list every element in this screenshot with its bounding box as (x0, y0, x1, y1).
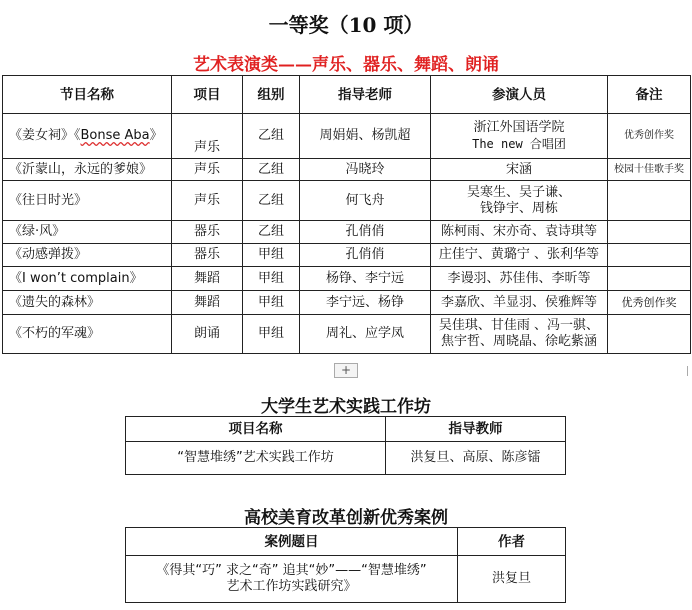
category-cell: 声乐 (172, 114, 243, 159)
performers-cell: 李嘉欣、羊显羽、侯雅辉等 (431, 291, 608, 315)
table-header-row (126, 417, 566, 442)
teacher-cell: 周礼、应学凤 (300, 315, 431, 354)
performers-cell: 陈柯雨、宋亦奇、袁诗琪等 (431, 221, 608, 244)
performers-cell: 李谩羽、苏佳伟、李昕等 (431, 267, 608, 291)
note-cell: 校园十佳歌手奖 (608, 159, 691, 181)
performers-cell: 浙江外国语学院 The new 合唱团 (431, 114, 608, 159)
note-cell (608, 244, 691, 267)
group-cell: 乙组 (243, 181, 300, 221)
table-row (126, 556, 566, 603)
category-cell: 声乐 (172, 181, 243, 221)
header-teacher: 指导老师 (300, 76, 431, 114)
program-name: 《I won’t complain》 (3, 267, 172, 291)
performers-cell: 宋涵 (431, 159, 608, 181)
table-row (3, 181, 691, 221)
add-row-button[interactable]: + (334, 363, 358, 378)
note-cell (608, 267, 691, 291)
workshop-table (125, 416, 566, 475)
header-program: 节目名称 (3, 76, 172, 114)
group-cell: 乙组 (243, 159, 300, 181)
program-name: 《遗失的森林》 (3, 291, 172, 315)
group-cell: 甲组 (243, 244, 300, 267)
category-cell: 器乐 (172, 221, 243, 244)
case-section-title: 高校美育改革创新优秀案例 (244, 508, 448, 528)
program-name: 《绿·风》 (3, 221, 172, 244)
table-header-row (3, 76, 691, 114)
section-subtitle: 艺术表演类——声乐、器乐、舞蹈、朗诵 (193, 55, 499, 75)
page-title: 一等奖（10 项） (268, 13, 424, 37)
table-row (3, 114, 691, 159)
program-name: 《不朽的军魂》 (3, 315, 172, 354)
instructor-cell: 洪复旦、高原、陈彦镭 (386, 442, 566, 475)
table-row (3, 244, 691, 267)
performers-cell: 吴佳琪、甘佳雨 、冯一骐、 焦宇哲、周晓晶、徐屹紫涵 (431, 315, 608, 354)
group-cell: 甲组 (243, 291, 300, 315)
workshop-section-title: 大学生艺术实践工作坊 (261, 397, 431, 417)
table-row (3, 267, 691, 291)
group-cell: 甲组 (243, 267, 300, 291)
header-project-name: 项目名称 (126, 417, 386, 442)
group-cell: 乙组 (243, 221, 300, 244)
category-cell: 器乐 (172, 244, 243, 267)
teacher-cell: 李宁远、杨铮 (300, 291, 431, 315)
category-cell: 声乐 (172, 159, 243, 181)
table-row (3, 221, 691, 244)
program-name: 《往日时光》 (3, 181, 172, 221)
header-note: 备注 (608, 76, 691, 114)
scrollbar[interactable] (687, 366, 692, 376)
program-name: 《姜女祠》《Bonse Aba》 (3, 114, 172, 159)
note-cell: 优秀创作奖 (608, 291, 691, 315)
table-row (3, 159, 691, 181)
program-name: 《动感弹拨》 (3, 244, 172, 267)
program-name: 《沂蒙山，永远的爹娘》 (3, 159, 172, 181)
teacher-cell: 周娟娟、杨凯超 (300, 114, 431, 159)
teacher-cell: 杨铮、李宁远 (300, 267, 431, 291)
author-cell: 洪复旦 (458, 556, 566, 603)
header-performers: 参演人员 (431, 76, 608, 114)
table-row (3, 291, 691, 315)
header-author: 作者 (458, 528, 566, 556)
note-cell (608, 315, 691, 354)
header-case-title: 案例题目 (126, 528, 458, 556)
case-table (125, 527, 566, 603)
table-row (3, 315, 691, 354)
awards-table (2, 75, 691, 354)
case-title-cell: 《得其“巧” 求之“奇” 追其“妙”——“智慧堆绣” 艺术工作坊实践研究》 (126, 556, 458, 603)
performers-cell: 庄佳宁、黄璐宁 、张利华等 (431, 244, 608, 267)
table-header-row (126, 528, 566, 556)
category-cell: 舞蹈 (172, 267, 243, 291)
project-cell: “智慧堆绣”艺术实践工作坊 (126, 442, 386, 475)
category-cell: 舞蹈 (172, 291, 243, 315)
note-cell (608, 181, 691, 221)
header-instructor: 指导教师 (386, 417, 566, 442)
teacher-cell: 何飞舟 (300, 181, 431, 221)
performers-cell: 吴寒生、吴子谦、 钱铮宇、周栋 (431, 181, 608, 221)
teacher-cell: 冯晓玲 (300, 159, 431, 181)
teacher-cell: 孔俏俏 (300, 221, 431, 244)
group-cell: 乙组 (243, 114, 300, 159)
category-cell: 朗诵 (172, 315, 243, 354)
note-cell (608, 221, 691, 244)
note-cell: 优秀创作奖 (608, 114, 691, 159)
table-row (126, 442, 566, 475)
header-group: 组别 (243, 76, 300, 114)
teacher-cell: 孔俏俏 (300, 244, 431, 267)
header-category: 项目 (172, 76, 243, 114)
group-cell: 甲组 (243, 315, 300, 354)
